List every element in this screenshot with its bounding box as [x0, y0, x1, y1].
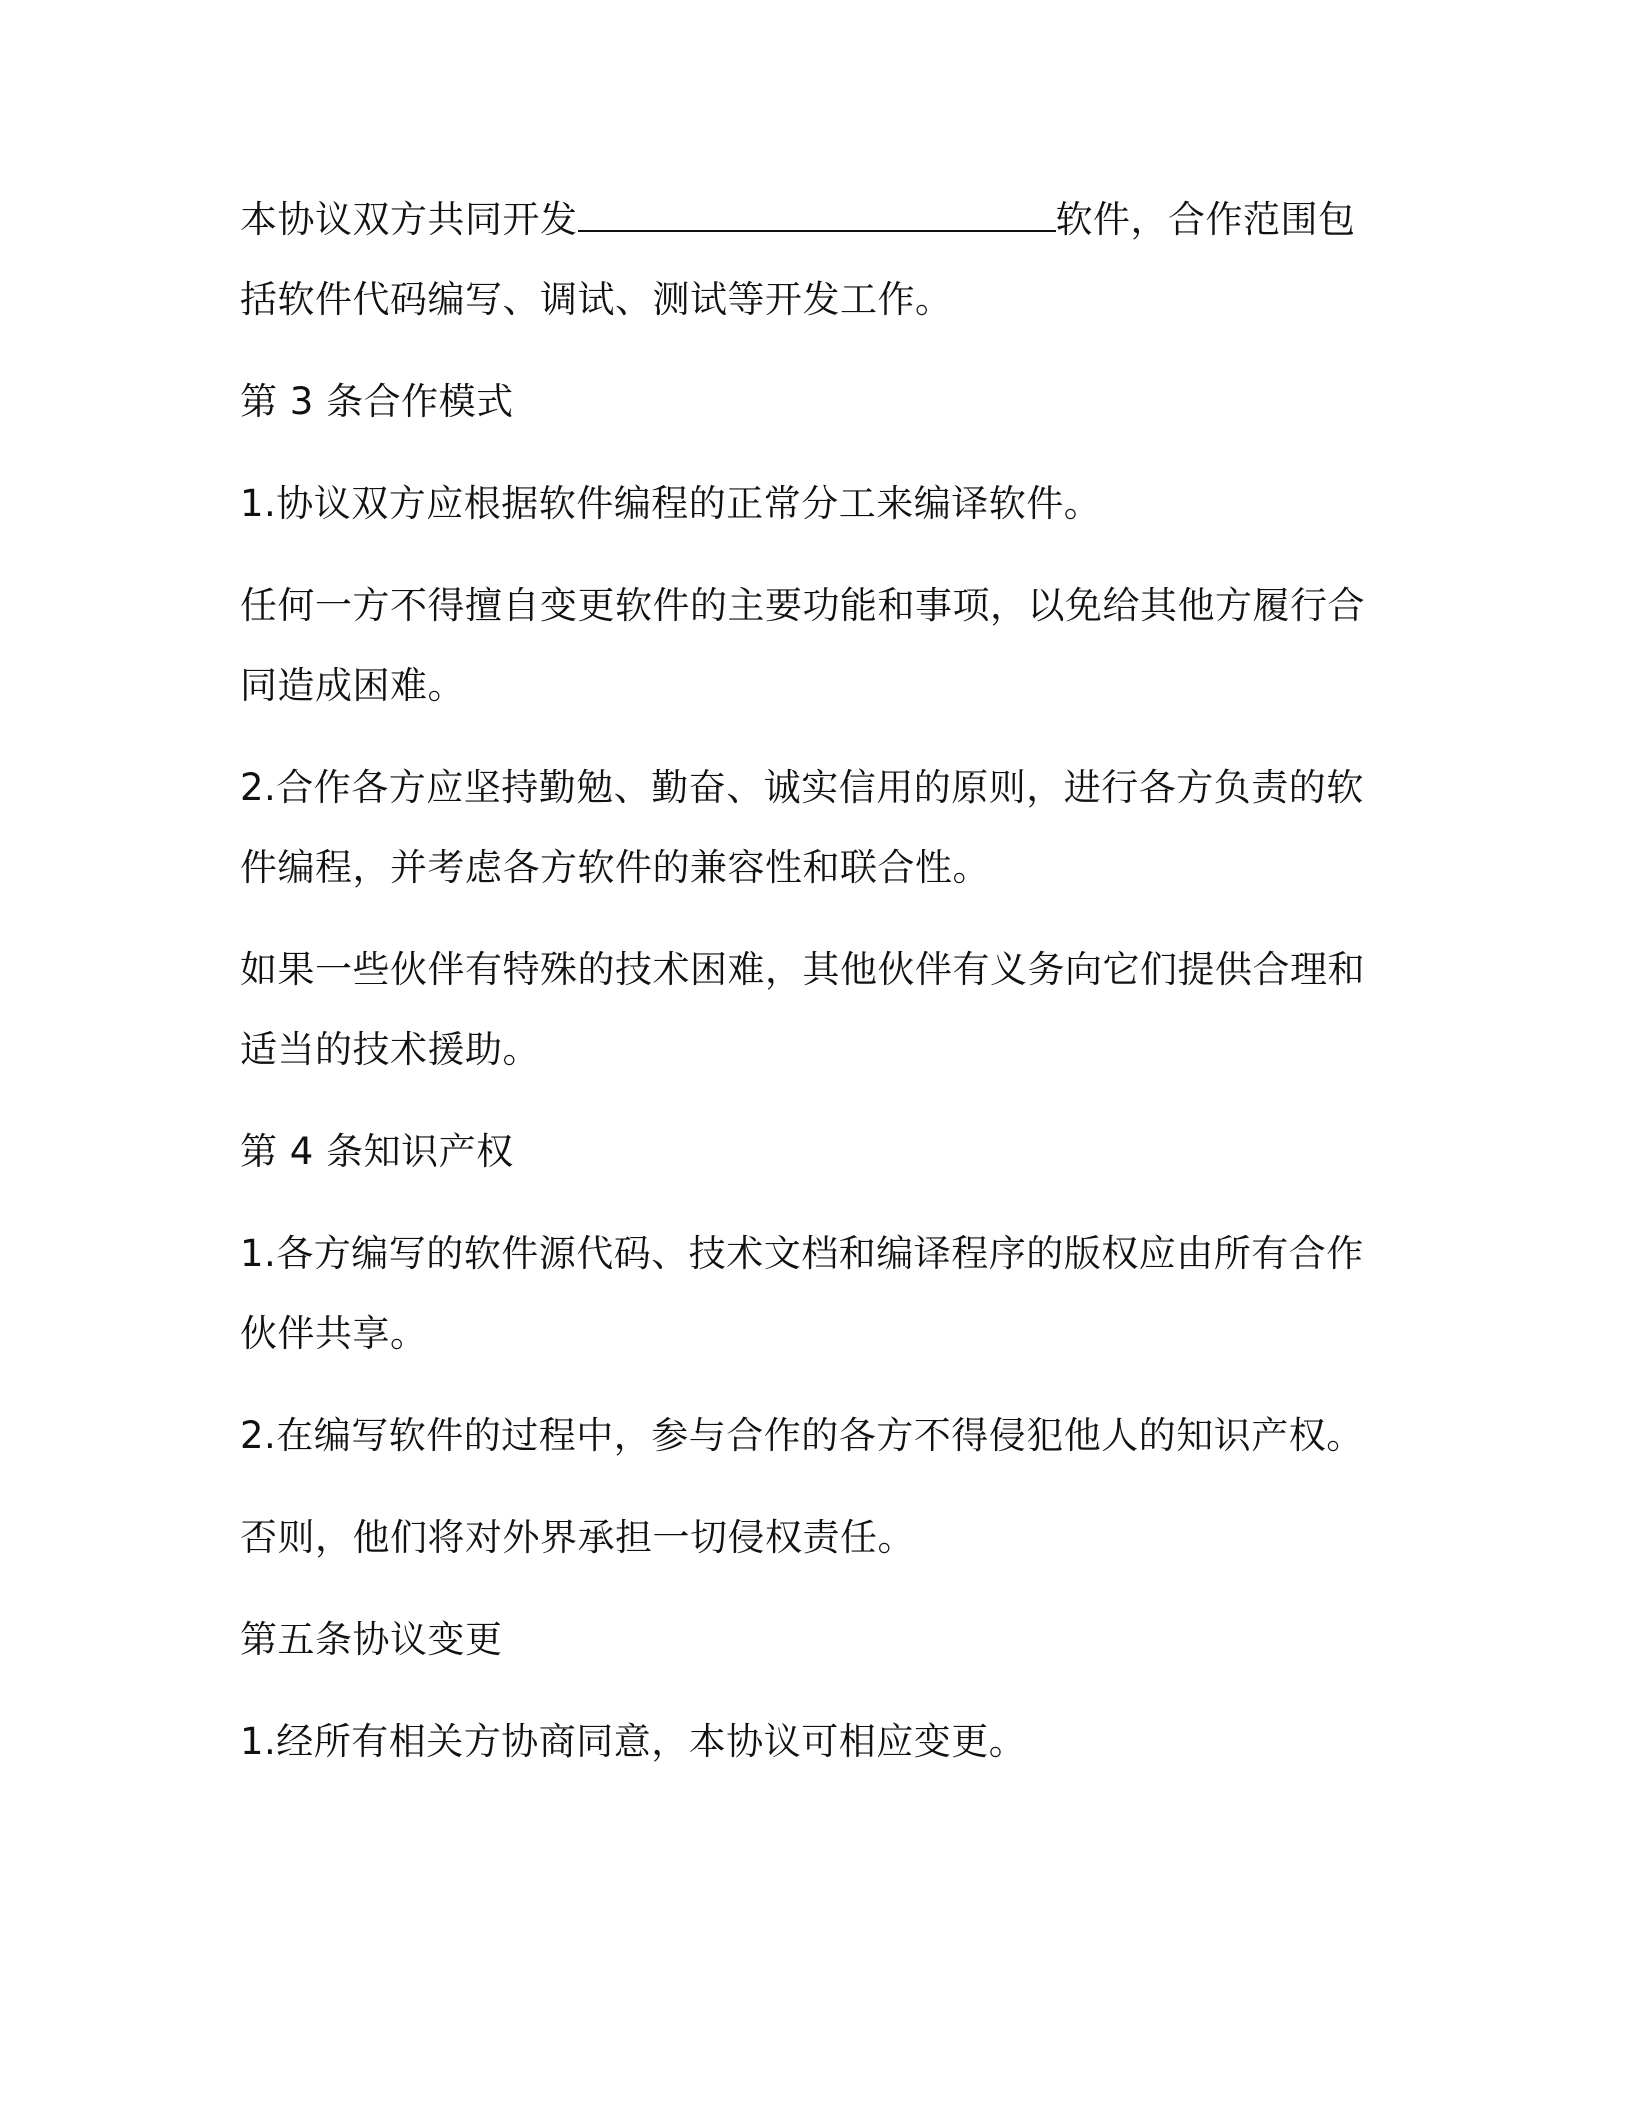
paragraph-3-2: 2.合作各方应坚持勤勉、勤奋、诚实信用的原则，进行各方负责的软件编程，并考虑各方软件的兼容性和联合性。: [240, 766, 1364, 889]
paragraph-scope: [240, 180, 1380, 340]
paragraph-5-1: 1.经所有相关方协商同意，本协议可相应变更。: [240, 1720, 1027, 1763]
scope-text-post: 软件，合作范围包括软件代码编写、调试、测试等开发工作。: [240, 198, 1356, 321]
paragraph-4-1: 1.各方编写的软件源代码、技术文档和编译程序的版权应由所有合作伙伴共享。: [240, 1232, 1364, 1355]
paragraph-3-2-cont: 如果一些伙伴有特殊的技术困难，其他伙伴有义务向它们提供合理和适当的技术援助。: [240, 948, 1365, 1071]
software-name-blank: [578, 186, 1056, 232]
paragraph-4-2-cont: 否则，他们将对外界承担一切侵权责任。: [240, 1516, 915, 1559]
section-heading-5: 第五条协议变更: [240, 1618, 503, 1661]
paragraph-3-1: 1.协议双方应根据软件编程的正常分工来编译软件。: [240, 482, 1102, 525]
section-heading-3: 第 3 条合作模式: [240, 380, 514, 423]
document-page: [240, 180, 1380, 1804]
scope-text-pre: 本协议双方共同开发: [240, 198, 578, 241]
section-heading-4: 第 4 条知识产权: [240, 1130, 514, 1173]
paragraph-3-1-cont: 任何一方不得擅自变更软件的主要功能和事项，以免给其他方履行合同造成困难。: [240, 584, 1365, 707]
paragraph-4-2: 2.在编写软件的过程中，参与合作的各方不得侵犯他人的知识产权。: [240, 1414, 1364, 1457]
